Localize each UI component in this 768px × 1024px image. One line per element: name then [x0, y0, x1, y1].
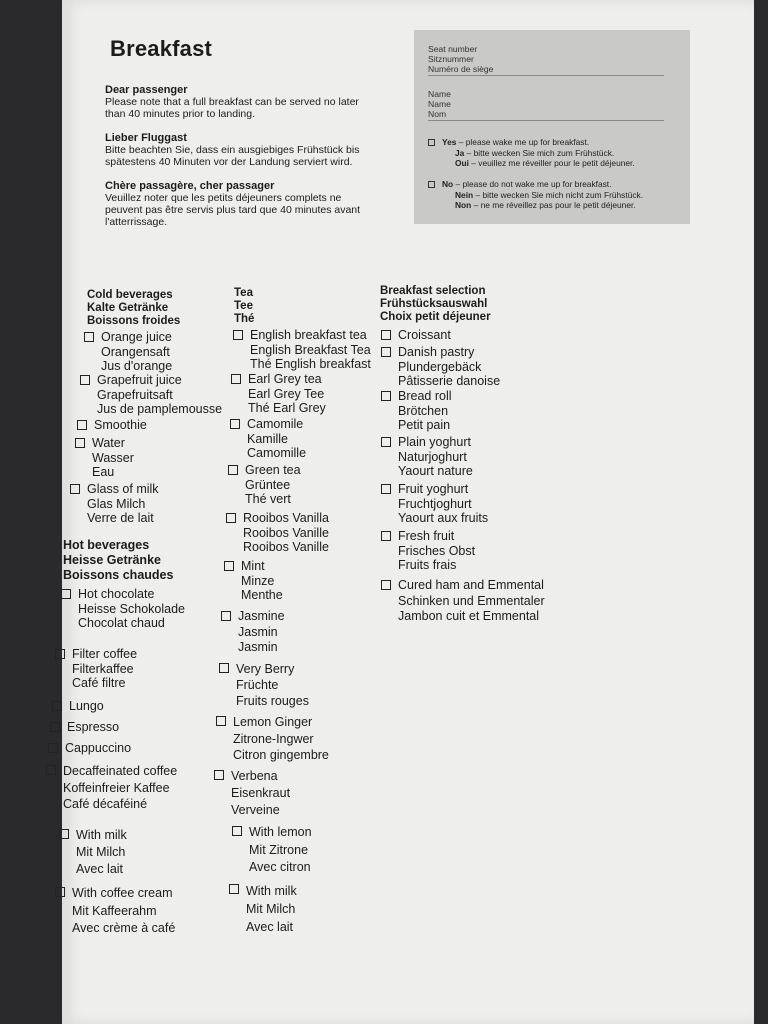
notice-heading: Chère passagère, cher passager [105, 180, 275, 192]
wake-yes-checkbox[interactable] [428, 139, 435, 146]
item-label: Mit Kaffeerahm [72, 903, 157, 918]
item-label: Earl Grey tea [248, 372, 322, 386]
menu-item-very-berry[interactable] [219, 661, 309, 709]
item-label: English breakfast tea [250, 328, 367, 342]
menu-item-cappuccino[interactable] [48, 741, 131, 756]
item-checkbox[interactable] [55, 887, 65, 897]
item-label: Fruchtjoghurt [398, 496, 472, 511]
item-label: Plain yoghurt [398, 435, 471, 449]
seat-number-field[interactable] [428, 75, 664, 76]
name-label [428, 89, 451, 119]
item-label: Rooibos Vanille [243, 540, 329, 554]
item-checkbox[interactable] [55, 649, 65, 659]
heading-line: Breakfast selection [380, 285, 486, 297]
item-label: Thé Earl Grey [248, 401, 326, 415]
menu-item-earl-grey-tea[interactable] [231, 372, 326, 416]
item-checkbox[interactable] [221, 611, 231, 621]
item-label: Camomile [247, 417, 304, 431]
heading-line: Kalte Getränke [87, 302, 169, 314]
item-label: Frisches Obst [398, 543, 476, 558]
item-label: Avec citron [249, 860, 311, 874]
item-checkbox[interactable] [381, 484, 391, 494]
item-label: With milk [246, 884, 297, 898]
item-label: With milk [76, 828, 127, 842]
item-label: Citron gingembre [233, 748, 329, 762]
notice-heading: Lieber Fluggast [105, 132, 187, 144]
item-label: Wasser [92, 450, 134, 465]
menu-item-jasmine[interactable] [221, 609, 285, 656]
item-label: Schinken und Emmentaler [398, 593, 545, 608]
notice-line: Bitte beachten Sie, dass ein ausgiebiges Frühstück bis [105, 144, 360, 156]
item-checkbox[interactable] [75, 438, 85, 448]
item-checkbox[interactable] [381, 330, 391, 340]
item-checkbox[interactable] [230, 419, 240, 429]
passenger-form [414, 30, 690, 224]
item-label: Orangensaft [101, 344, 170, 359]
item-checkbox[interactable] [46, 765, 56, 775]
item-checkbox[interactable] [84, 332, 94, 342]
menu-item-tea-with-milk[interactable] [229, 882, 297, 936]
item-label: Smoothie [94, 418, 147, 432]
wake-no-option[interactable] [428, 179, 643, 211]
item-label: Cappuccino [65, 741, 132, 755]
menu-item-coffee-with-milk[interactable] [59, 827, 127, 878]
notice-heading: Dear passenger [105, 84, 188, 96]
item-label: Zitrone-Ingwer [233, 731, 314, 746]
menu-item-mint[interactable] [224, 559, 283, 603]
label-line: Name [428, 99, 451, 109]
item-checkbox[interactable] [219, 663, 229, 673]
menu-item-orange-juice[interactable] [84, 330, 172, 374]
item-label: Glas Milch [87, 496, 146, 511]
menu-item-filter-coffee[interactable] [55, 647, 137, 691]
heading-line: Hot beverages [63, 538, 150, 552]
item-label: Fruits rouges [236, 694, 309, 708]
item-label: Jasmine [238, 609, 285, 623]
item-label: Very Berry [236, 662, 295, 676]
item-label: Thé English breakfast [250, 357, 371, 371]
menu-item-hot-chocolate[interactable] [61, 587, 185, 631]
item-label: Croissant [398, 328, 451, 342]
label-line: Seat number [428, 44, 478, 54]
item-label: Rooibos Vanille [243, 525, 329, 540]
item-checkbox[interactable] [232, 826, 242, 836]
item-label: Decaffeinated coffee [63, 764, 178, 778]
item-label: Petit pain [398, 418, 451, 432]
item-label: Earl Grey Tee [248, 386, 325, 401]
heading-line: Frühstücksauswahl [380, 298, 488, 310]
item-checkbox[interactable] [59, 829, 69, 839]
item-label: Mit Zitrone [249, 842, 309, 857]
wake-yes-option[interactable] [428, 137, 635, 169]
item-checkbox[interactable] [52, 701, 62, 711]
item-label: Eisenkraut [231, 786, 291, 800]
notice-line: Veuillez noter que les petits déjeuners complets ne [105, 192, 342, 204]
menu-item-croissant[interactable] [381, 328, 451, 343]
item-checkbox[interactable] [381, 347, 391, 357]
item-label: Verveine [231, 803, 280, 817]
item-label: Mit Milch [246, 902, 296, 916]
item-label: Water [92, 436, 125, 450]
heading-line: Boissons chaudes [63, 568, 174, 582]
item-label: Cured ham and Emmental [398, 578, 544, 592]
item-label: Menthe [241, 588, 283, 602]
item-label: Yaourt aux fruits [398, 511, 489, 525]
item-label: Avec lait [76, 862, 124, 876]
item-label: Lungo [69, 699, 104, 713]
item-label: With coffee cream [72, 886, 173, 900]
item-label: Rooibos Vanilla [243, 511, 329, 525]
option-line: Non – ne me réveillez pas pour le petit déjeuner. [455, 200, 636, 210]
heading-line: Heisse Getränke [63, 553, 161, 567]
item-checkbox[interactable] [70, 484, 80, 494]
item-checkbox[interactable] [381, 437, 391, 447]
item-label: Mit Milch [76, 845, 126, 859]
menu-item-decaffeinated-coffee[interactable] [46, 763, 177, 813]
item-checkbox[interactable] [61, 589, 71, 599]
menu-item-english-breakfast-tea[interactable] [233, 328, 371, 372]
menu-item-verbena[interactable] [214, 768, 290, 819]
notice-german [105, 132, 375, 168]
notice-french [105, 180, 375, 228]
item-label: Jambon cuit et Emmental [398, 609, 540, 623]
menu-item-lungo[interactable] [52, 699, 104, 714]
hot-beverages-heading [63, 538, 173, 583]
item-label: Grapefruitsaft [97, 387, 173, 402]
menu-item-cured-ham-emmental[interactable] [381, 578, 545, 625]
notice-english [105, 84, 375, 120]
heading-line: Choix petit déjeuner [380, 311, 491, 323]
label-line: Sitznummer [428, 54, 474, 64]
item-label: Jasmin [238, 624, 278, 639]
item-label: Orange juice [101, 330, 172, 344]
label-line: Numéro de siège [428, 64, 494, 74]
item-label: Jasmin [238, 640, 278, 654]
item-checkbox[interactable] [228, 465, 238, 475]
item-label: Verre de lait [87, 511, 154, 525]
item-label: Fresh fruit [398, 529, 455, 543]
item-label: Jus d'orange [101, 359, 173, 373]
name-field[interactable] [428, 120, 664, 121]
item-label: Mint [241, 559, 265, 573]
menu-item-smoothie[interactable] [77, 418, 147, 433]
cold-beverages-heading [87, 289, 180, 328]
menu-item-bread-roll[interactable] [381, 389, 452, 433]
item-label: Fruits frais [398, 558, 457, 572]
item-label: Thé vert [245, 492, 291, 506]
seat-number-label [428, 44, 493, 74]
item-label: Lemon Ginger [233, 715, 313, 729]
option-line: Nein – bitte wecken Sie mich nicht zum Frühstück. [455, 189, 644, 200]
item-label: Filterkaffee [72, 661, 134, 676]
item-label: Filter coffee [72, 647, 138, 661]
option-line: Oui – veuillez me réveiller pour le petit déjeuner. [455, 158, 635, 168]
option-line: Yes – please wake me up for breakfast. [442, 137, 590, 147]
menu-item-plain-yoghurt[interactable] [381, 435, 473, 479]
item-label: Café décaféiné [63, 797, 148, 811]
menu-item-coffee-with-cream[interactable] [55, 885, 175, 938]
item-label: Camomille [247, 446, 307, 460]
item-checkbox[interactable] [381, 391, 391, 401]
item-label: Bread roll [398, 389, 452, 403]
item-label: Café filtre [72, 676, 126, 690]
notice-line: l'atterrissage. [105, 216, 168, 228]
item-label: Koffeinfreier Kaffee [63, 780, 170, 795]
item-checkbox[interactable] [77, 420, 87, 430]
item-label: Chocolat chaud [78, 616, 165, 630]
item-label: Minze [241, 573, 275, 588]
item-label: Glass of milk [87, 482, 159, 496]
item-label: Plundergebäck [398, 359, 482, 374]
item-label: Yaourt nature [398, 464, 473, 478]
item-checkbox[interactable] [216, 716, 226, 726]
item-label: With lemon [249, 825, 312, 839]
menu-item-glass-of-milk[interactable] [70, 482, 159, 526]
notice-line: Please note that a full breakfast can be served no later [105, 96, 359, 108]
item-label: Grüntee [245, 477, 291, 492]
item-label: Pâtisserie danoise [398, 374, 501, 388]
menu-item-green-tea[interactable] [228, 463, 301, 507]
menu-item-water[interactable] [75, 436, 134, 480]
item-label: Brötchen [398, 403, 449, 418]
item-checkbox[interactable] [233, 330, 243, 340]
breakfast-selection-heading [380, 285, 491, 324]
item-checkbox[interactable] [48, 743, 58, 753]
menu-item-espresso[interactable] [50, 720, 119, 735]
menu-item-tea-with-lemon[interactable] [232, 824, 312, 877]
heading-line: Cold beverages [87, 289, 173, 301]
menu-item-camomile[interactable] [230, 417, 306, 461]
item-label: Avec lait [246, 920, 294, 934]
wake-no-checkbox[interactable] [428, 181, 435, 188]
item-label: Heisse Schokolade [78, 601, 186, 616]
item-checkbox[interactable] [231, 374, 241, 384]
tea-heading [234, 287, 254, 326]
item-checkbox[interactable] [50, 722, 60, 732]
item-label: English Breakfast Tea [250, 342, 371, 357]
item-label: Espresso [67, 720, 120, 734]
item-label: Danish pastry [398, 345, 475, 359]
label-line: Nom [428, 109, 447, 119]
item-checkbox[interactable] [224, 561, 234, 571]
item-label: Avec crème à café [72, 921, 176, 935]
heading-line: Boissons froides [87, 315, 181, 327]
menu-item-danish-pastry[interactable] [381, 345, 500, 389]
item-checkbox[interactable] [80, 375, 90, 385]
option-line: No – please do not wake me up for breakfast. [442, 179, 612, 189]
item-label: Früchte [236, 678, 279, 692]
label-line: Name [428, 89, 451, 99]
notice-line: spätestens 40 Minuten vor der Landung serviert wird. [105, 156, 353, 168]
item-label: Jus de pamplemousse [97, 402, 223, 416]
item-label: Eau [92, 465, 115, 479]
option-line: Ja – bitte wecken Sie mich zum Frühstück. [455, 147, 615, 158]
item-label: Kamille [247, 431, 288, 446]
item-label: Hot chocolate [78, 587, 155, 601]
item-checkbox[interactable] [229, 884, 239, 894]
heading-line: Tea [234, 287, 253, 299]
menu-item-fresh-fruit[interactable] [381, 529, 475, 573]
item-label: Grapefruit juice [97, 373, 182, 387]
menu-item-rooibos-vanilla[interactable] [226, 511, 329, 555]
notice-line: than 40 minutes prior to landing. [105, 108, 256, 120]
menu-item-grapefruit-juice[interactable] [80, 373, 222, 417]
heading-line: Tee [234, 300, 253, 312]
menu-item-fruit-yoghurt[interactable] [381, 482, 488, 526]
notice-line: peuvent pas être servis plus tard que 40 minutes avant [105, 204, 361, 216]
item-checkbox[interactable] [226, 513, 236, 523]
item-checkbox[interactable] [214, 770, 224, 780]
heading-line: Thé [234, 313, 255, 325]
item-label: Fruit yoghurt [398, 482, 469, 496]
item-checkbox[interactable] [381, 580, 391, 590]
page-title: Breakfast [110, 36, 213, 61]
menu-item-lemon-ginger[interactable] [216, 714, 329, 764]
item-label: Green tea [245, 463, 301, 477]
item-checkbox[interactable] [381, 531, 391, 541]
item-label: Naturjoghurt [398, 449, 467, 464]
item-label: Verbena [231, 769, 278, 783]
